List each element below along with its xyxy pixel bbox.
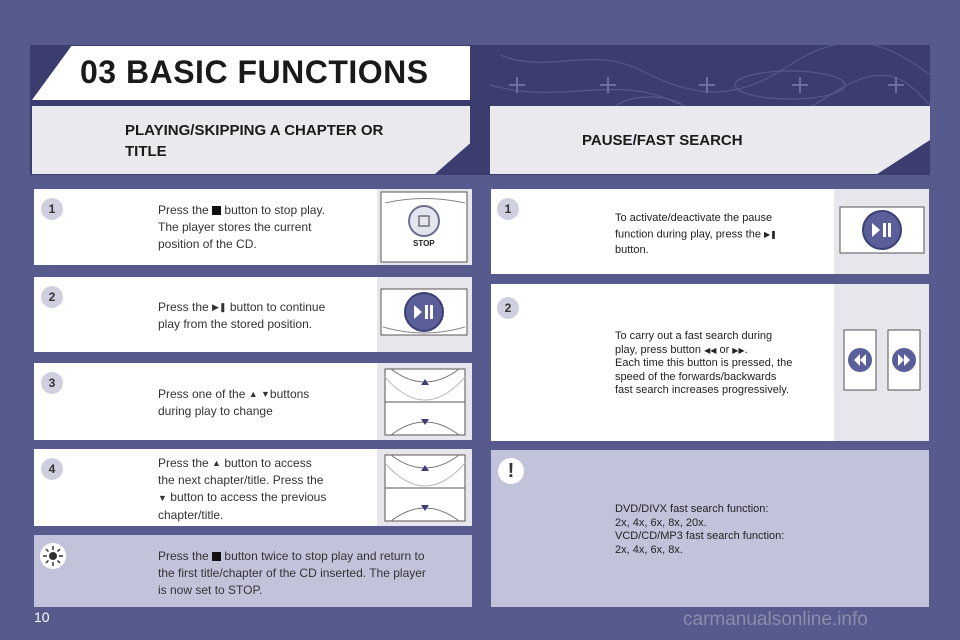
stop-square-icon bbox=[212, 206, 221, 215]
text-part: function during play, press the bbox=[615, 228, 761, 241]
left-section-title-line1: PLAYING/SKIPPING A CHAPTER OR bbox=[125, 122, 384, 139]
up-down-buttons-image-2 bbox=[377, 449, 472, 526]
text-line: position of the CD. bbox=[158, 237, 257, 251]
up-down-buttons-image bbox=[377, 363, 472, 440]
text-line: play from the stored position. bbox=[158, 317, 313, 332]
right-step-1-text bbox=[615, 211, 830, 258]
play-pause-button-image bbox=[377, 277, 472, 352]
text-part: Press the bbox=[158, 203, 209, 217]
play-pause-icon: ▶❚ bbox=[212, 302, 227, 313]
right-section-title: PAUSE/FAST SEARCH bbox=[582, 132, 743, 149]
stop-button-drawing bbox=[377, 189, 472, 265]
play-pause-icon: ▶❚ bbox=[764, 229, 777, 239]
fast-search-buttons-image bbox=[834, 284, 929, 441]
up-down-drawing bbox=[377, 363, 472, 440]
text-line: The player stores the current bbox=[158, 220, 312, 234]
right-step-badge-1: 1 bbox=[497, 198, 519, 220]
rewind-icon: ◀◀ bbox=[704, 345, 717, 355]
left-step-1-text bbox=[158, 202, 373, 253]
triangle-down-icon: ▼ bbox=[261, 389, 270, 400]
left-step-4-text bbox=[158, 455, 376, 524]
stop-label: STOP bbox=[413, 239, 435, 248]
sun-icon bbox=[40, 543, 66, 569]
tip-text bbox=[158, 548, 468, 599]
text-part: button to stop play. bbox=[224, 203, 325, 217]
up-down-drawing-2 bbox=[377, 449, 472, 526]
triangle-down-icon: ▼ bbox=[158, 492, 167, 503]
text-part: Press the bbox=[158, 549, 209, 563]
text-part: button twice to stop play and return to bbox=[224, 549, 425, 563]
text-part: buttons bbox=[269, 387, 310, 401]
text-line: fast search increases progressively. bbox=[615, 384, 790, 396]
text-line: button. bbox=[615, 243, 649, 256]
fast-forward-icon: ▶▶ bbox=[732, 345, 745, 355]
right-step-badge-2: 2 bbox=[497, 297, 519, 319]
text-part: button to access the previous bbox=[170, 490, 327, 505]
text-part: button to continue bbox=[229, 300, 326, 314]
text-part: . bbox=[744, 343, 748, 356]
step-badge-4: 4 bbox=[41, 458, 63, 480]
step-badge-3: 3 bbox=[41, 372, 63, 394]
stop-button-image bbox=[377, 189, 472, 265]
text-line: is now set to STOP. bbox=[158, 583, 263, 597]
text-line: VCD/CD/MP3 fast search function: bbox=[615, 530, 785, 542]
stop-square-icon bbox=[212, 552, 221, 561]
left-step-3-text bbox=[158, 386, 373, 420]
text-part: Press one of the bbox=[158, 387, 246, 401]
text-line: To activate/deactivate the pause bbox=[615, 212, 773, 224]
note-text bbox=[615, 503, 875, 557]
page-title: 03 BASIC FUNCTIONS bbox=[80, 54, 429, 90]
text-line: during play to change bbox=[158, 404, 273, 419]
play-pause-drawing bbox=[377, 277, 472, 352]
text-line: 2x, 4x, 6x, 8x, 20x. bbox=[615, 516, 707, 529]
text-line: chapter/title. bbox=[158, 507, 224, 522]
right-step-2-text bbox=[615, 330, 830, 398]
fast-search-drawing bbox=[834, 284, 929, 441]
triangle-up-icon: ▲ bbox=[248, 389, 258, 400]
text-part: button to access bbox=[224, 456, 312, 470]
step-badge-2: 2 bbox=[41, 286, 63, 308]
left-step-2-text bbox=[158, 299, 373, 333]
page-number: 10 bbox=[34, 609, 50, 625]
exclamation-icon: ! bbox=[498, 458, 524, 484]
left-section-header bbox=[32, 106, 470, 174]
text-part: Press the bbox=[158, 300, 209, 314]
pause-button-image bbox=[834, 189, 929, 274]
left-section-title-line2: TITLE bbox=[125, 143, 167, 160]
text-line: speed of the forwards/backwards bbox=[615, 370, 777, 383]
sun-drawing bbox=[40, 543, 66, 569]
text-part: or bbox=[719, 343, 730, 356]
watermark-text: carmanualsonline.info bbox=[683, 609, 868, 630]
text-line: DVD/DIVX fast search function: bbox=[615, 503, 769, 515]
pause-button-drawing bbox=[834, 189, 929, 274]
text-part: play, press button bbox=[615, 343, 702, 356]
text-line: To carry out a fast search during bbox=[615, 330, 773, 342]
text-line: 2x, 4x, 6x, 8x. bbox=[615, 543, 683, 556]
triangle-up-icon: ▲ bbox=[212, 458, 221, 469]
text-line: Each time this button is pressed, the bbox=[615, 357, 793, 369]
step-badge-1: 1 bbox=[41, 198, 63, 220]
text-line: the first title/chapter of the CD inserted. The player bbox=[158, 566, 426, 580]
text-line: the next chapter/title. Press the bbox=[158, 473, 324, 488]
text-part: Press the bbox=[158, 456, 209, 470]
